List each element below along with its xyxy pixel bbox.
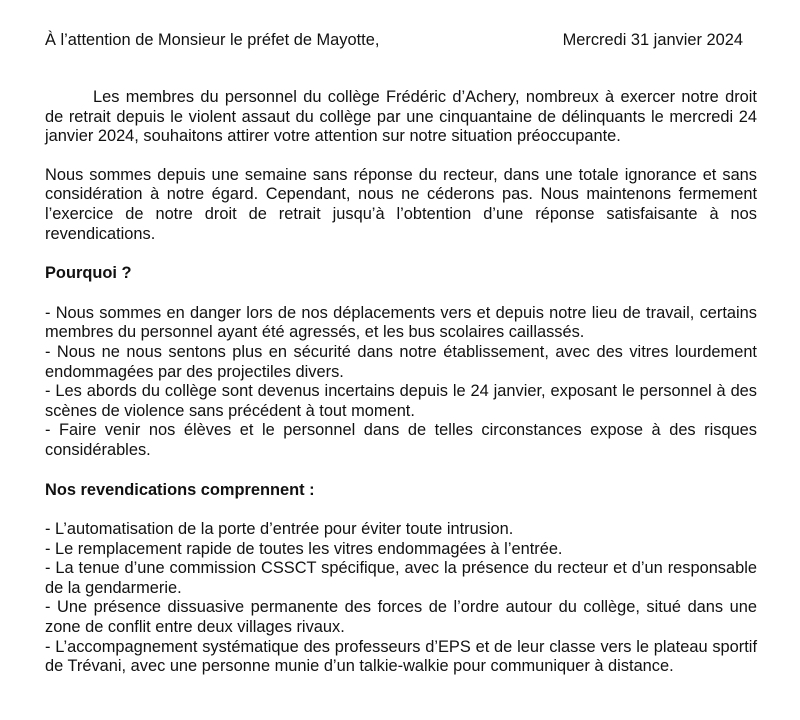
list-item: - Nous ne nous sentons plus en sécurité dans notre établissement, avec des vitres lourdement endommagées par des projectiles divers.	[45, 342, 757, 381]
list-item: - L’accompagnement systématique des professeurs d’EPS et de leur classe vers le plateau sportif de Trévani, avec une personne munie d’un talkie-walkie pour communiquer à distance.	[45, 637, 757, 676]
demands-list	[45, 520, 757, 677]
letter-body	[45, 88, 757, 677]
list-item: - Faire venir nos élèves et le personnel dans de telles circonstances expose à des risques considérables.	[45, 421, 757, 459]
list-item: - Nous sommes en danger lors de nos déplacements vers et depuis notre lieu de travail, certains membres du personnel ayant été agressés, et les bus scolaires caillassés.	[45, 303, 757, 342]
list-item: - L’automatisation de la porte d’entrée pour éviter toute intrusion.	[45, 520, 514, 539]
list-item: - La tenue d’une commission CSSCT spécifique, avec la présence du recteur et d’un responsable de la gendarmerie.	[45, 559, 757, 597]
list-item: - Le remplacement rapide de toutes les vitres endommagées à l’entrée.	[45, 539, 563, 558]
demands-heading: Nos revendications comprennent :	[45, 480, 315, 499]
recipient-line: À l’attention de Monsieur le préfet de Mayotte,	[45, 31, 380, 49]
list-item: - Une présence dissuasive permanente des forces de l’ordre autour du collège, situé dans une zone de conflit entre deux villages rivaux.	[45, 598, 757, 637]
why-list	[45, 304, 757, 461]
why-heading: Pourquoi ?	[45, 264, 132, 283]
letter-date: Mercredi 31 janvier 2024	[562, 31, 743, 49]
list-item: - Les abords du collège sont devenus incertains depuis le 24 janvier, exposant le personnel à des scènes de violence sans précédent à tout moment.	[45, 382, 757, 420]
intro-paragraph: Les membres du personnel du collège Frédéric d’Achery, nombreux à exercer notre droit de retrait depuis le violent assaut du collège par une cinquantaine de délinquants le mercredi 24 janvier 2024, souhaitons attirer votre attention sur notre situation préoccupante.	[45, 88, 757, 146]
situation-paragraph: Nous sommes depuis une semaine sans réponse du recteur, dans une totale ignorance et sans considération à notre égard. Cependant, nous ne céderons pas. Nous maintenons fermement l’exercice de notre droit de retrait jusqu’à l’obtention d’une réponse satisfaisante à nos revendications.	[45, 165, 757, 243]
letter-header	[45, 31, 743, 51]
